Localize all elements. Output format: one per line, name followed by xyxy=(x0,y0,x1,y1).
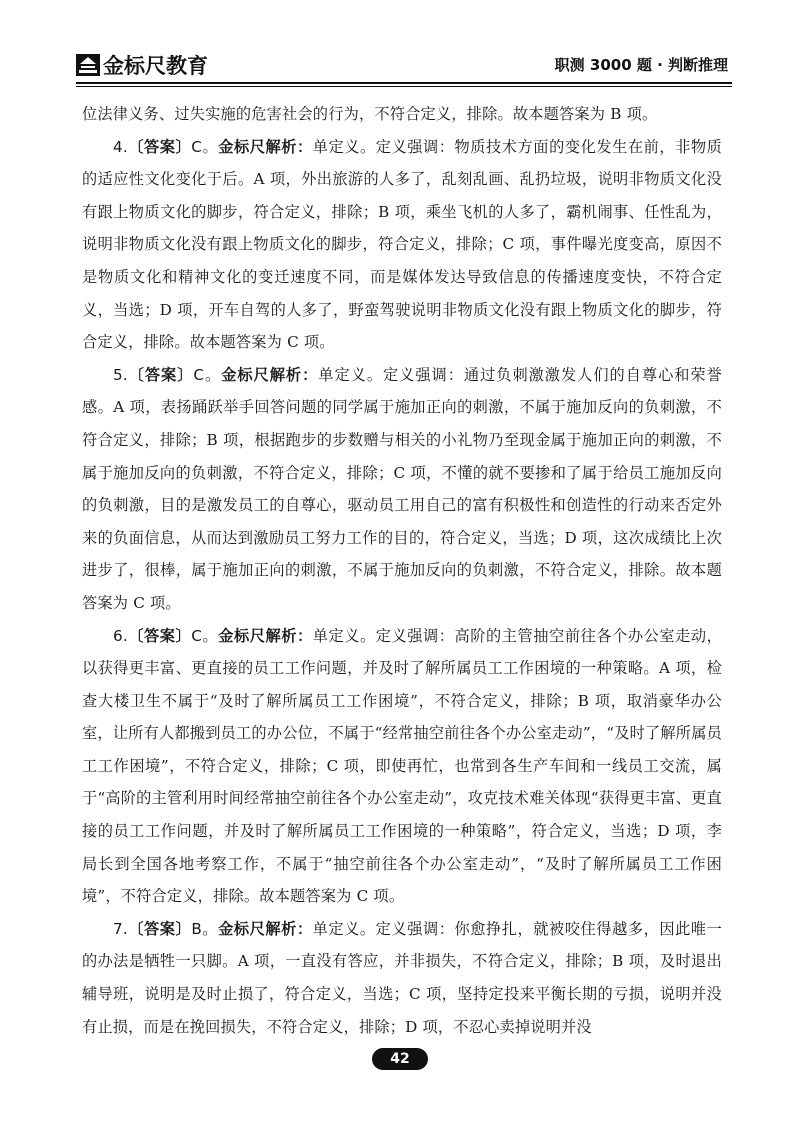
item-number: 6. xyxy=(113,626,128,645)
continuation-paragraph: 位法律义务、过失实施的危害社会的行为，不符合定义，排除。故本题答案为 B 项。 xyxy=(82,105,658,123)
explanation-item xyxy=(82,913,722,1043)
header-divider-thin xyxy=(76,86,732,87)
analysis-tag: 金标尺解析： xyxy=(218,919,313,938)
answer-tag: 〔答案〕 xyxy=(127,626,192,645)
book-title: 职测 3000 题 · 判断推理 xyxy=(554,56,728,74)
page-header xyxy=(76,46,732,86)
logo-emblem-icon xyxy=(76,54,100,76)
analysis-tag: 金标尺解析： xyxy=(218,137,313,156)
publisher-logo xyxy=(76,52,208,78)
header-divider xyxy=(76,82,732,84)
analysis-tag: 金标尺解析： xyxy=(221,365,319,384)
item-number: 4. xyxy=(113,137,128,156)
answer-tag: 〔答案〕 xyxy=(127,365,194,384)
explanation-item xyxy=(82,131,722,359)
explanation-text: 单定义。定义强调：高阶的主管抽空前往各个办公室走动，以获得更丰富、更直接的员工工作问题，并及时了解所属员工工作困境的一种策略。A 项，检查大楼卫生不属于“及时了解所属员工工作困境”，不符合定义，排除；B 项，取消豪华办公室，让所有人都搬到员工的办公位，不属于“经常抽空前往各个办公室走动”，“及时了解所属员工工作困境”，不符合定义，排除；C 项，即使再忙，也常到各生产车间和一线员工交流，属于“高阶的主管利用时间经常抽空前往各个办公室走动”，攻克技术难关体现“获得更丰富、更直接的员工工作问题，并及时了解所属员工工作困境的一种策略”，符合定义，当选；D 项，李局长到全国各地考察工作，不属于“抽空前往各个办公室走动”，“及时了解所属员工工作困境”，不符合定义，排除。故本题答案为 C 项。 xyxy=(82,626,722,906)
answer-letter: C。 xyxy=(193,365,222,384)
explanation-text: 单定义。定义强调：你愈挣扎，就被咬住得越多，因此唯一的办法是牺牲一只脚。A 项，一直没有答应，并非损失，不符合定义，排除；B 项，及时退出辅导班，说明是及时止损了，符合定义，当选；C 项，坚持定投来平衡长期的亏损，说明并没有止损，而是在挽回损失，不符合定义，排除；D 项，不忍心卖掉说明并没 xyxy=(82,919,723,1036)
item-number: 7. xyxy=(113,919,128,938)
answer-tag: 〔答案〕 xyxy=(127,137,192,156)
explanation-text: 单定义。定义强调：物质技术方面的变化发生在前，非物质的适应性文化变化于后。A 项，外出旅游的人多了，乱刻乱画、乱扔垃圾，说明非物质文化没有跟上物质文化的脚步，符合定义，排除；B 项，乘坐飞机的人多了，霸机闹事、任性乱为，说明非物质文化没有跟上物质文化的脚步，符合定义，排除；C 项，事件曝光度变高，原因不是物质文化和精神文化的变迁速度不同，而是媒体发达导致信息的传播速度变快，不符合定义，当选；D 项，开车自驾的人多了，野蛮驾驶说明非物质文化没有跟上物质文化的脚步，符合定义，排除。故本题答案为 C 项。 xyxy=(82,137,722,352)
analysis-tag: 金标尺解析： xyxy=(218,626,313,645)
answer-letter: B。 xyxy=(191,919,219,938)
answer-letter: C。 xyxy=(191,626,219,645)
explanation-item xyxy=(82,620,722,913)
answer-tag: 〔答案〕 xyxy=(127,919,192,938)
page-number: 42 xyxy=(372,1048,428,1070)
logo-text: 金标尺教育 xyxy=(103,54,208,78)
answer-letter: C。 xyxy=(191,137,219,156)
item-number: 5. xyxy=(113,365,128,384)
explanation-text: 单定义。定义强调：通过负刺激激发人们的自尊心和荣誉感。A 项，表扬踊跃举手回答问题的同学属于施加正向的刺激，不属于施加反向的负刺激，不符合定义，排除；B 项，根据跑步的步数赠与相关的小礼物乃至现金属于施加正向的刺激，不属于施加反向的负刺激，不符合定义，排除；C 项，不懂的就不要掺和了属于给员工施加反向的负刺激，目的是激发员工的自尊心，驱动员工用自己的富有积极性和创造性的行动来否定外来的负面信息，从而达到激励员工努力工作的目的，符合定义，当选；D 项，这次成绩比上次进步了，很棒，属于施加正向的刺激，不属于施加反向的负刺激，不符合定义，排除。故本题答案为 C 项。 xyxy=(82,365,722,612)
answer-explanations xyxy=(82,98,722,1043)
explanation-item xyxy=(82,359,722,620)
